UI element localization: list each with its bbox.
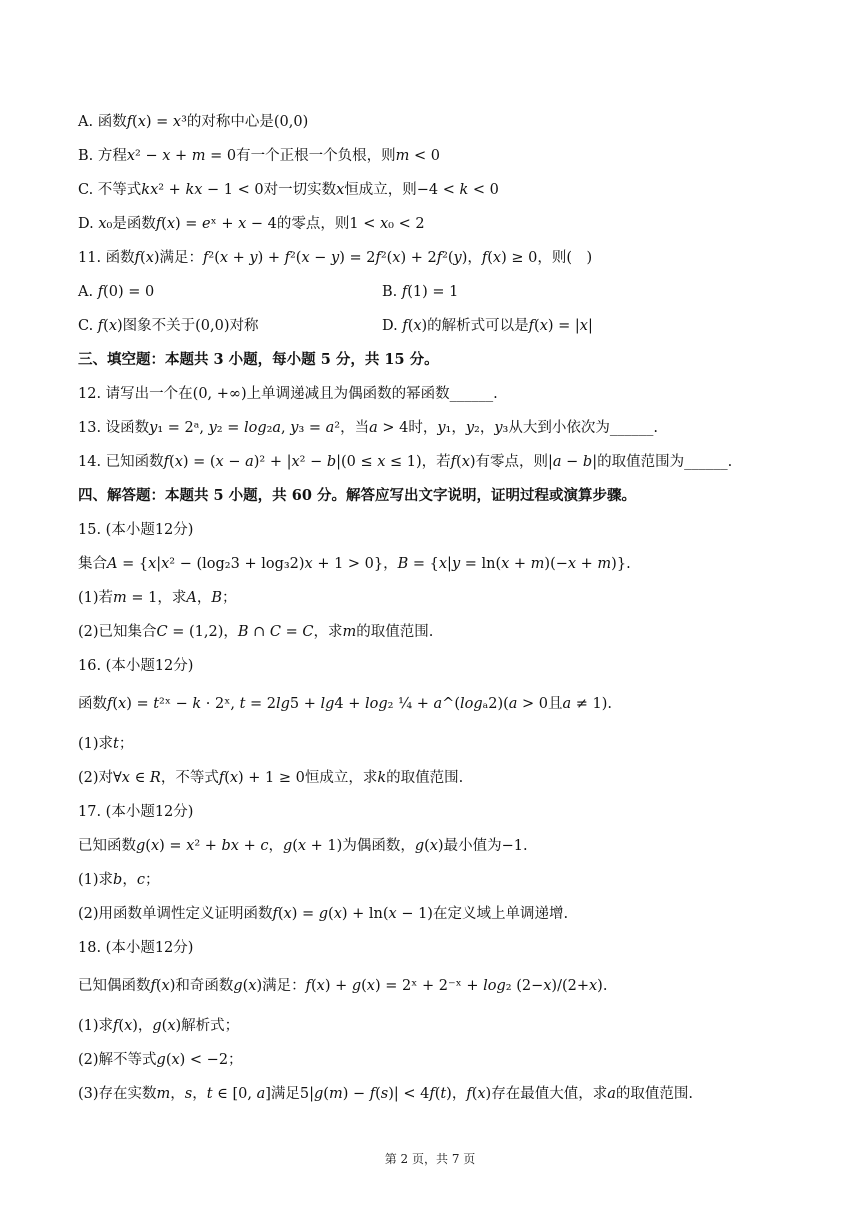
option-c-11: C. 𝑓(𝑥)图象不关于(0,0)对称 [78, 318, 259, 334]
page-footer: 第 2 页，共 7 页 [384, 1152, 476, 1166]
question-15-part-1: (1)若𝑚 = 1，求𝐴，𝐵； [78, 590, 237, 606]
question-17-header: 17. (本小题12分) [78, 804, 194, 820]
question-17-part-1: (1)求𝑏，𝑐； [78, 872, 160, 888]
question-15-body: 集合𝐴 = {𝑥|𝑥² − (log₂3 + log₃2)𝑥 + 1 > 0}，𝐵 = {𝑥|𝑦 = ln(𝑥 + 𝑚)(−𝑥 + 𝑚)}. [78, 556, 631, 572]
question-16-part-2: (2)对∀𝑥 ∈ 𝑅，不等式𝑓(𝑥) + 1 ≥ 0恒成立，求𝑘的取值范围. [78, 770, 464, 786]
question-14: 14. 已知函数𝑓(𝑥) = (𝑥 − 𝑎)² + |𝑥² − 𝑏|(0 ≤ 𝑥 ≤ 1)，若𝑓(𝑥)有零点，则|𝑎 − 𝑏|的取值范围为______. [78, 454, 733, 470]
question-12: 12. 请写出一个在(0, +∞)上单调递减且为偶函数的幂函数______. [78, 386, 498, 402]
question-18-part-2: (2)解不等式𝑔(𝑥) < −2； [78, 1052, 243, 1068]
question-16-body: 函数𝑓(𝑥) = 𝑡²ˣ − 𝑘 · 2ˣ, 𝑡 = 2𝑙𝑔5 + 𝑙𝑔4 + 𝑙𝑜𝑔₂ ¼ + 𝑎^(𝑙𝑜𝑔ₐ2)(𝑎 > 0且𝑎 ≠ 1). [78, 696, 612, 712]
question-18-body: 已知偶函数𝑓(𝑥)和奇函数𝑔(𝑥)满足：𝑓(𝑥) + 𝑔(𝑥) = 2ˣ + 2⁻ˣ + 𝑙𝑜𝑔₂ (2−𝑥)/(2+𝑥). [78, 978, 608, 994]
section-heading-fill-in: 三、填空题：本题共 3 小题，每小题 5 分，共 15 分。 [78, 351, 439, 368]
option-a-11: A. 𝑓(0) = 0 [78, 284, 155, 300]
option-c-10: C. 不等式𝑘𝑥² + 𝑘𝑥 − 1 < 0对一切实数𝑥恒成立，则−4 < 𝑘 < 0 [78, 182, 499, 198]
question-15-header: 15. (本小题12分) [78, 522, 194, 538]
option-b-10: B. 方程𝑥² − 𝑥 + 𝑚 = 0有一个正根一个负根，则𝑚 < 0 [78, 148, 440, 164]
section-heading-answer: 四、解答题：本题共 5 小题，共 60 分。解答应写出文字说明，证明过程或演算步骤。 [78, 487, 636, 504]
question-17-part-2: (2)用函数单调性定义证明函数𝑓(𝑥) = 𝑔(𝑥) + ln(𝑥 − 1)在定义域上单调递增. [78, 906, 569, 922]
question-15-part-2: (2)已知集合𝐶 = (1,2)，𝐵 ∩ 𝐶 = 𝐶，求𝑚的取值范围. [78, 624, 434, 640]
question-16-part-1: (1)求𝑡； [78, 736, 134, 752]
option-d-10: D. 𝑥₀是函数𝑓(𝑥) = 𝑒ˣ + 𝑥 − 4的零点，则1 < 𝑥₀ < 2 [78, 216, 425, 232]
question-17-body: 已知函数𝑔(𝑥) = 𝑥² + 𝑏𝑥 + 𝑐，𝑔(𝑥 + 1)为偶函数，𝑔(𝑥)最小值为−1. [78, 838, 528, 854]
option-a-10: A. 函数𝑓(𝑥) = 𝑥³的对称中心是(0,0) [78, 114, 309, 130]
option-d-11: D. 𝑓(𝑥)的解析式可以是𝑓(𝑥) = |𝑥| [382, 318, 593, 334]
question-11: 11. 函数𝑓(𝑥)满足：𝑓²(𝑥 + 𝑦) + 𝑓²(𝑥 − 𝑦) = 2𝑓²(𝑥) + 2𝑓²(𝑦)，𝑓(𝑥) ≥ 0，则( ) [78, 250, 593, 266]
question-18-part-1: (1)求𝑓(𝑥)，𝑔(𝑥)解析式； [78, 1018, 240, 1034]
question-16-header: 16. (本小题12分) [78, 658, 194, 674]
question-18-header: 18. (本小题12分) [78, 940, 194, 956]
question-13: 13. 设函数𝑦₁ = 2ᵃ, 𝑦₂ = 𝑙𝑜𝑔₂𝑎, 𝑦₃ = 𝑎²，当𝑎 > 4时，𝑦₁，𝑦₂，𝑦₃从大到小依次为______. [78, 420, 658, 436]
question-18-part-3: (3)存在实数𝑚，𝑠，𝑡 ∈ [0, 𝑎]满足5|𝑔(𝑚) − 𝑓(𝑠)| < 4𝑓(𝑡)，𝑓(𝑥)存在最值大值，求𝑎的取值范围. [78, 1086, 693, 1102]
option-b-11: B. 𝑓(1) = 1 [382, 284, 459, 300]
